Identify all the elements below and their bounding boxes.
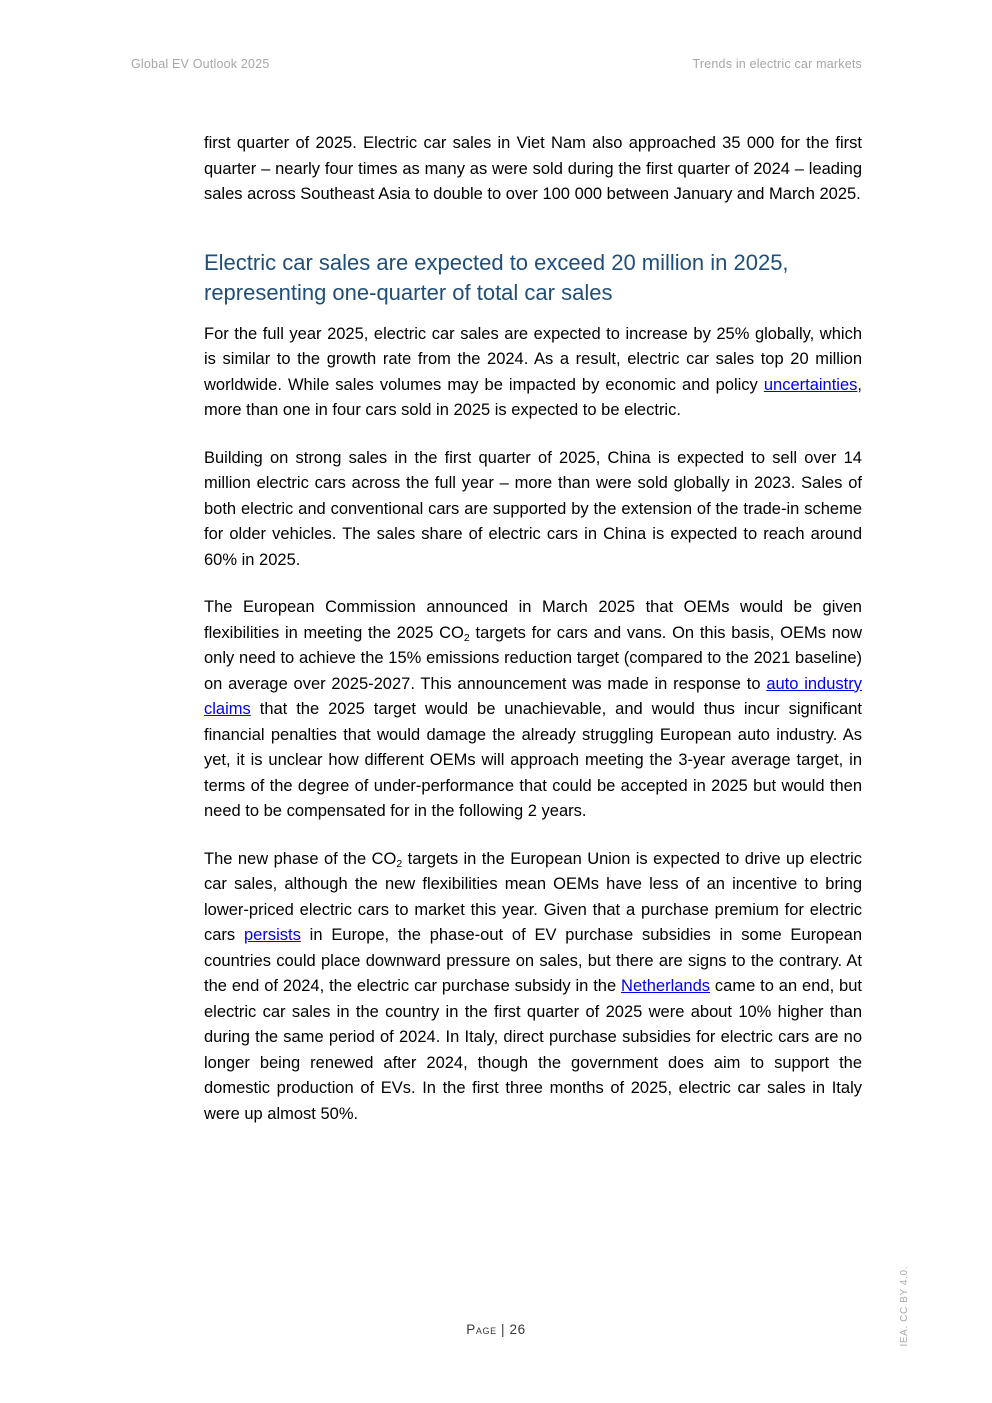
section-heading: Electric car sales are expected to exceed 20 million in 2025, representing one-quarter of total car sales xyxy=(204,249,789,305)
netherlands-link[interactable]: Netherlands xyxy=(621,977,711,995)
paragraph xyxy=(204,131,862,208)
page-number: Page | 26 xyxy=(466,1322,526,1337)
text-run: first quarter of 2025. Electric car sales in Viet Nam also approached 35 000 for the first quarter – nearly four times as many as were sold during the first quarter of 2024 – leading sales across Southeast Asia to double to over 100 000 between January and March 2025. xyxy=(204,134,862,203)
text-run: in Europe, the phase-out of EV purchase subsidies in some European countries could place downward pressure on sales, but there are signs to the contrary. At the end of 2024, the electric car purchase subsidy in the xyxy=(204,926,862,995)
auto-industry-claims-link[interactable]: auto industry claims xyxy=(204,674,862,718)
subscript-text: 2 xyxy=(396,857,403,870)
text-run: The new phase of the CO xyxy=(204,849,397,868)
paragraph xyxy=(204,847,862,1128)
uncertainties-link[interactable]: uncertainties xyxy=(763,375,858,394)
text-run: targets in the European Union is expected to drive up electric car sales, although the new flexibilities mean OEMs have less of an incentive to bring lower-priced electric cars to market this year. Given that a purchase premium for electric cars xyxy=(204,849,863,944)
running-header xyxy=(131,57,862,71)
running-header-left: Global EV Outlook 2025 xyxy=(131,57,270,71)
text-run: Building on strong sales in the first quarter of 2025, China is expected to sell over 14 million electric cars across the full year – more than were sold globally in 2023. Sales of both electric and conventional cars are supported by the extension of the trade-in scheme for older vehicles. The sales share of electric cars in China is expected to reach around 60% in 2025. xyxy=(204,448,862,569)
text-run: For the full year 2025, electric car sales are expected to increase by 25% globally, which is similar to the growth rate from the 2024. As a result, electric car sales top 20 million worldwide. While sales volumes may be impacted by economic and policy xyxy=(204,324,862,394)
page-content xyxy=(204,131,862,1149)
text-run: that the 2025 target would be unachievable, and would thus incur significant financial penalties that would damage the already struggling European auto industry. As yet, it is unclear how different OEMs will approach meeting the 3-year average target, in terms of the degree of under-performance that could be accepted in 2025 but would then need to be compensated for in the following 2 years. xyxy=(204,700,862,820)
text-run: The European Commission announced in March 2025 that OEMs would be given flexibilities in meeting the 2025 CO xyxy=(204,598,862,642)
text-run: , more than one in four cars sold in 2025 is expected to be electric. xyxy=(204,375,862,419)
paragraph xyxy=(204,446,862,574)
license-note: IEA. CC BY 4.0. xyxy=(899,1266,910,1347)
paragraph xyxy=(204,595,862,825)
text-run: targets for cars and vans. On this basis, OEMs now only need to achieve the 15% emissions reduction target (compared to the 2021 baseline) on average over 2025-2027. This announcement was made in response to xyxy=(204,623,862,693)
subscript-text: 2 xyxy=(463,631,470,644)
running-header-right: Trends in electric car markets xyxy=(692,57,862,71)
persists-link[interactable]: persists xyxy=(244,926,301,944)
text-run: came to an end, but electric car sales in the country in the first quarter of 2025 were about 10% higher than during the same period of 2024. In Italy, direct purchase subsidies for electric cars are no longer being renewed after 2024, though the government does aim to support the domestic production of EVs. In the first three months of 2025, electric car sales in Italy were up almost 50%. xyxy=(204,977,862,1123)
paragraph xyxy=(204,322,862,424)
